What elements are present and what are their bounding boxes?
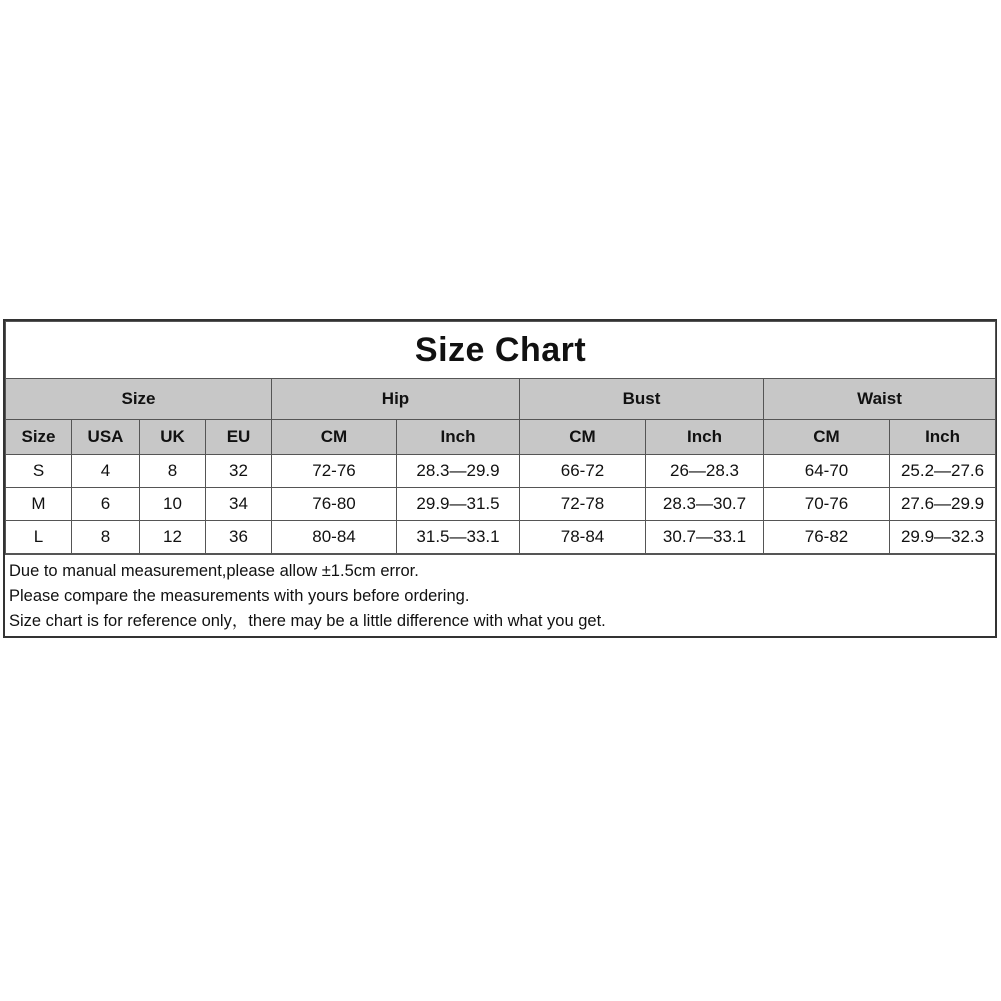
column-header: Size <box>6 420 72 455</box>
table-cell: 26—28.3 <box>646 455 764 488</box>
table-cell: 76-80 <box>272 488 397 521</box>
column-header: USA <box>72 420 140 455</box>
note-line: Please compare the measurements with yours before ordering. <box>9 587 470 605</box>
table-cell: 70-76 <box>764 488 890 521</box>
column-header: CM <box>520 420 646 455</box>
note-line: Due to manual measurement,please allow ±1.5cm error. <box>9 562 419 580</box>
table-cell: 6 <box>72 488 140 521</box>
column-header: EU <box>206 420 272 455</box>
column-header: Inch <box>646 420 764 455</box>
group-header-hip: Hip <box>272 379 520 420</box>
table-cell: 27.6—29.9 <box>890 488 996 521</box>
sub-header-row <box>6 420 996 455</box>
table-cell: 30.7—33.1 <box>646 521 764 554</box>
table-row <box>6 455 996 488</box>
table-cell: 8 <box>140 455 206 488</box>
table-cell: M <box>6 488 72 521</box>
table-cell: 72-78 <box>520 488 646 521</box>
table-cell: S <box>6 455 72 488</box>
table-cell: 10 <box>140 488 206 521</box>
table-cell: 29.9—32.3 <box>890 521 996 554</box>
column-header: CM <box>764 420 890 455</box>
column-header: UK <box>140 420 206 455</box>
table-cell: 72-76 <box>272 455 397 488</box>
table-cell: L <box>6 521 72 554</box>
table-cell: 32 <box>206 455 272 488</box>
table-cell: 25.2—27.6 <box>890 455 996 488</box>
size-chart <box>3 319 997 638</box>
table-cell: 66-72 <box>520 455 646 488</box>
group-header-size: Size <box>6 379 272 420</box>
group-header-row <box>6 379 996 420</box>
table-cell: 64-70 <box>764 455 890 488</box>
table-cell: 34 <box>206 488 272 521</box>
table-row <box>6 488 996 521</box>
table-cell: 29.9—31.5 <box>397 488 520 521</box>
table-cell: 12 <box>140 521 206 554</box>
notes-section <box>5 554 995 636</box>
chart-title: Size Chart <box>6 322 996 379</box>
column-header: Inch <box>397 420 520 455</box>
column-header: Inch <box>890 420 996 455</box>
table-cell: 36 <box>206 521 272 554</box>
size-table <box>5 321 996 554</box>
table-cell: 4 <box>72 455 140 488</box>
table-cell: 31.5—33.1 <box>397 521 520 554</box>
table-cell: 28.3—30.7 <box>646 488 764 521</box>
table-cell: 8 <box>72 521 140 554</box>
table-cell: 80-84 <box>272 521 397 554</box>
table-cell: 78-84 <box>520 521 646 554</box>
table-cell: 76-82 <box>764 521 890 554</box>
table-cell: 28.3—29.9 <box>397 455 520 488</box>
group-header-waist: Waist <box>764 379 996 420</box>
group-header-bust: Bust <box>520 379 764 420</box>
note-line: Size chart is for reference only，there may be a little difference with what you get. <box>9 612 606 630</box>
column-header: CM <box>272 420 397 455</box>
table-row <box>6 521 996 554</box>
